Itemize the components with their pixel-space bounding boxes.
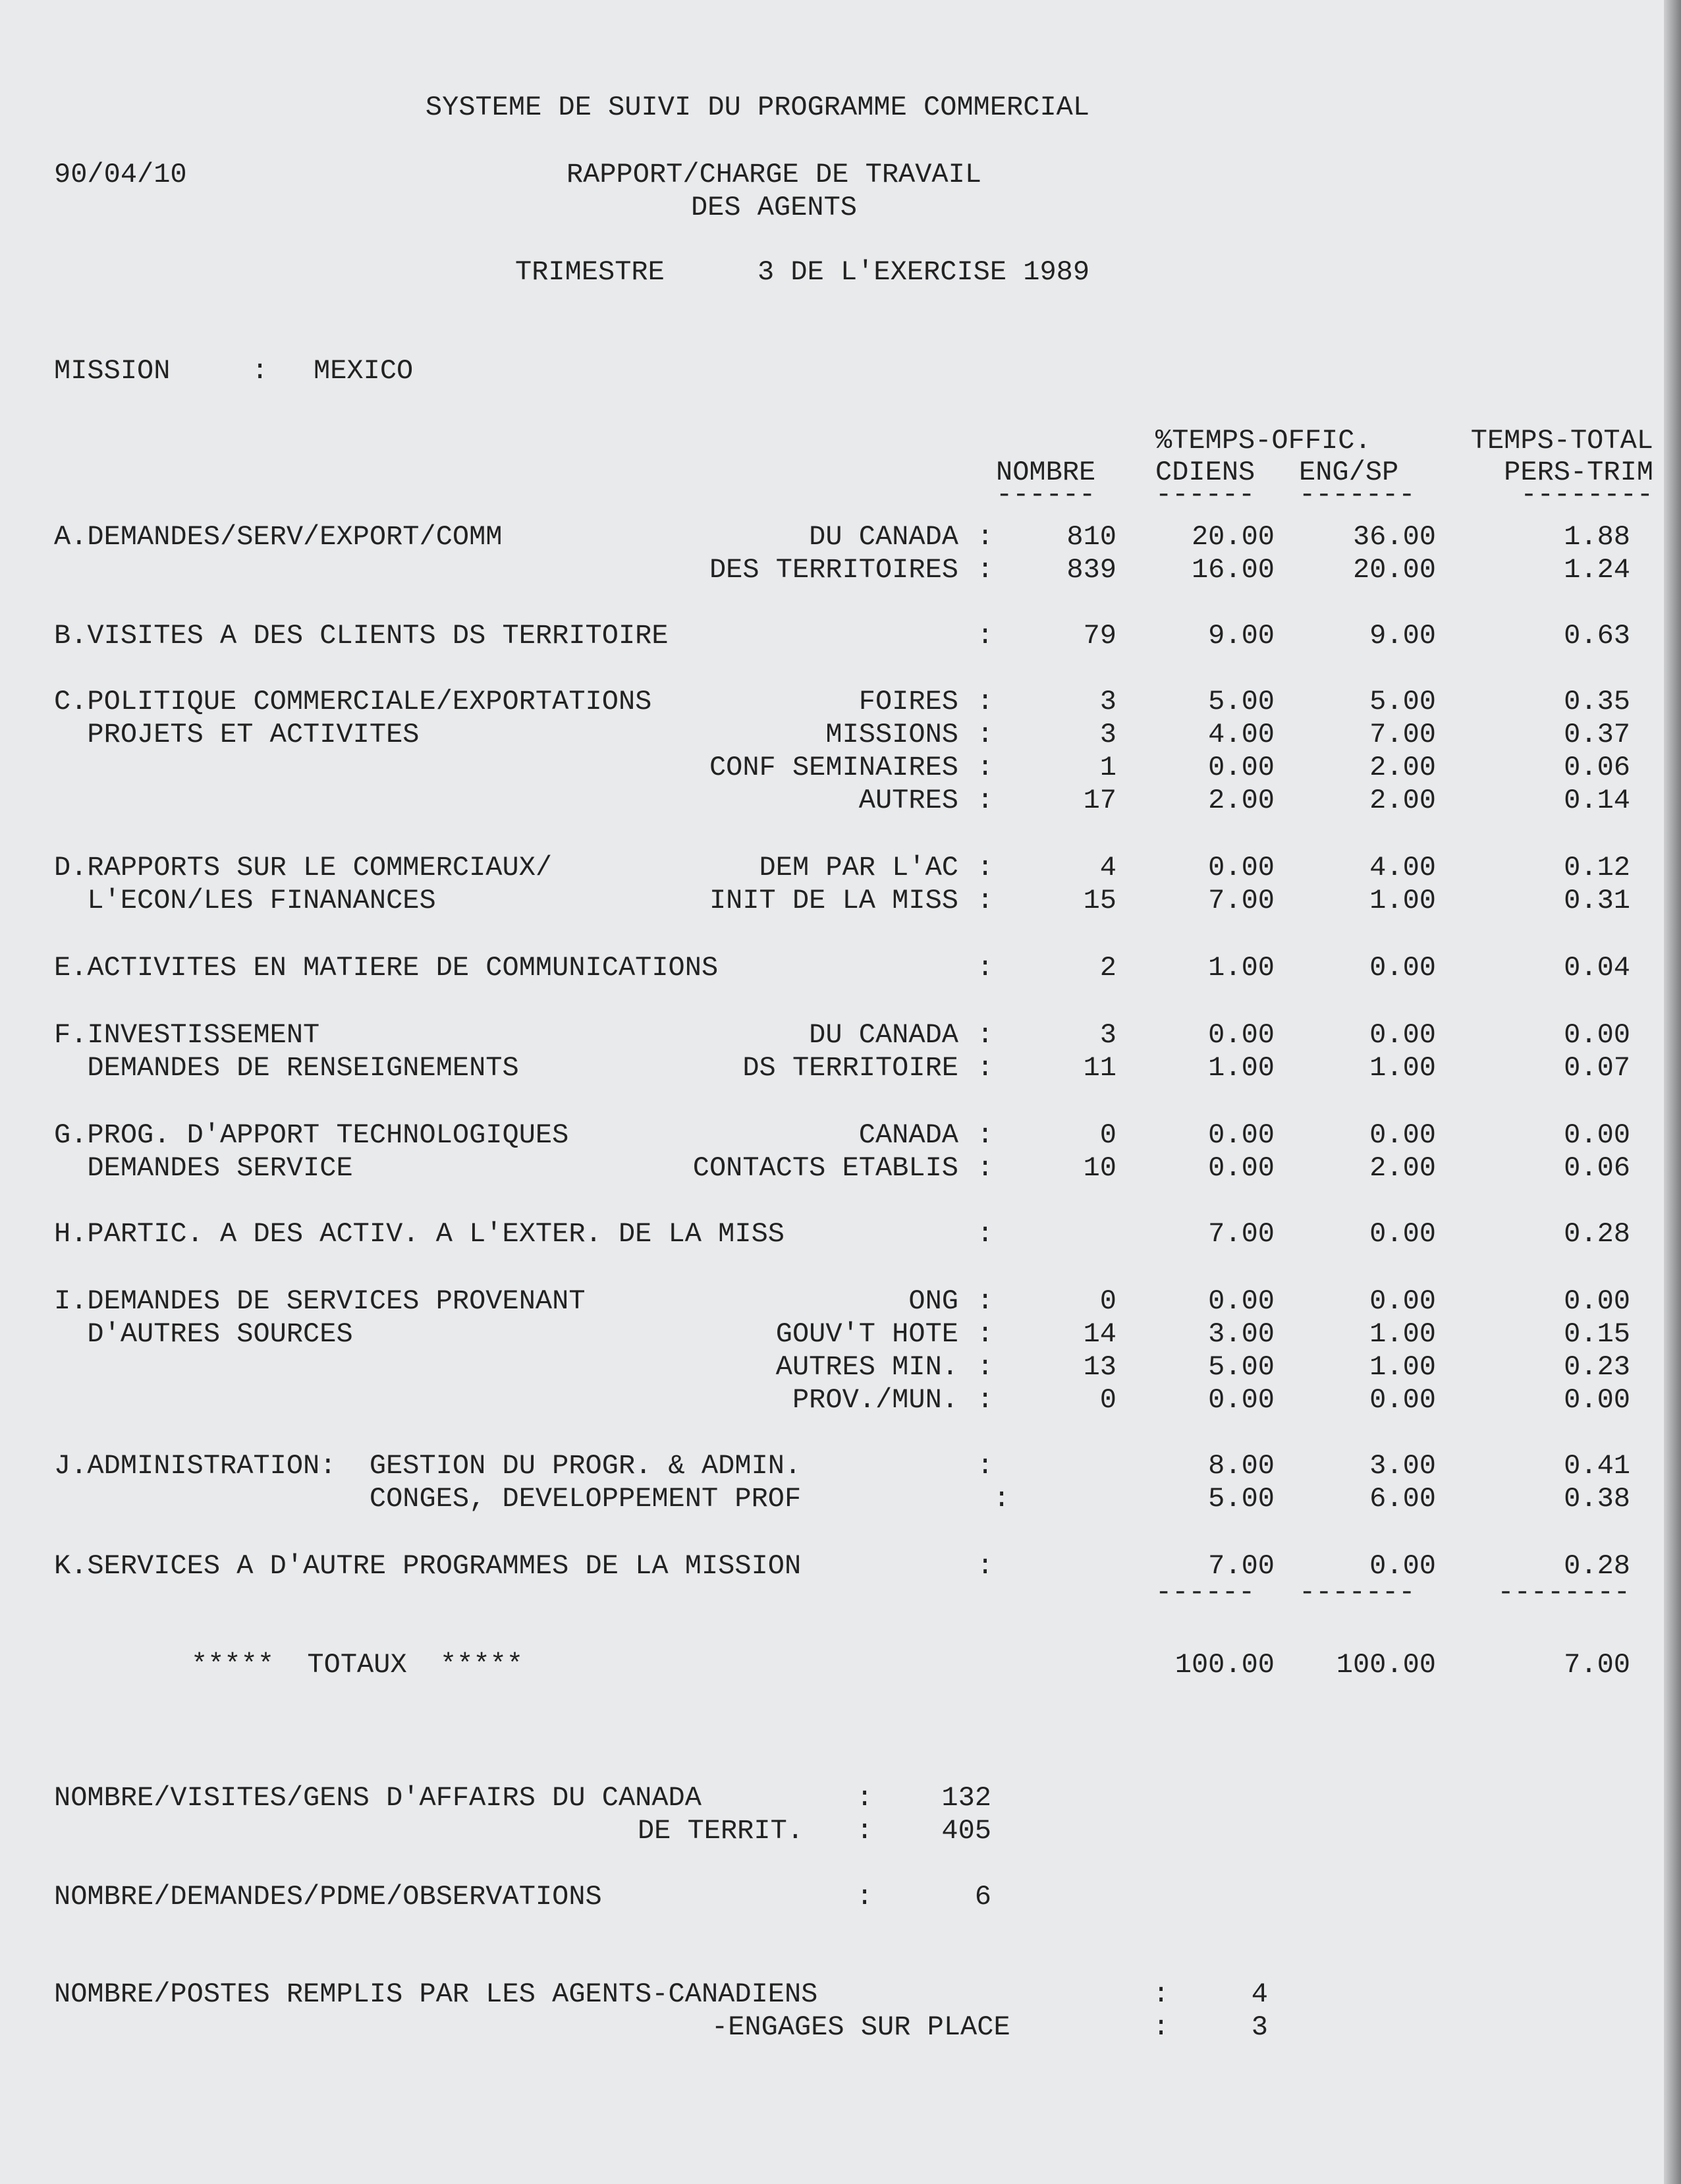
row-d2-cdiens: 7.00: [1208, 885, 1275, 916]
row-i-nombre: 0: [1099, 1285, 1116, 1317]
row-d2-label: L'ECON/LES FINANANCES: [54, 885, 436, 916]
totals-cdiens: 100.00: [1174, 1649, 1275, 1681]
row-i4-sub: PROV./MUN.: [792, 1384, 958, 1416]
row-j2-colon: :: [993, 1483, 1010, 1515]
totals-engsp: 100.00: [1336, 1649, 1436, 1681]
row-e-total: 0.04: [1564, 952, 1630, 984]
row-b-engsp: 9.00: [1369, 620, 1436, 652]
row-g-sub: CANADA: [858, 1119, 958, 1151]
row-f2-total: 0.07: [1564, 1052, 1630, 1084]
row-c2-colon: :: [977, 719, 994, 750]
row-a2-total: 1.24: [1564, 554, 1630, 586]
row-c-total: 0.35: [1564, 686, 1630, 717]
footer-visites-colon: :: [856, 1782, 873, 1814]
footer-demandes-colon: :: [856, 1881, 873, 1913]
footer-engages-label: -ENGAGES SUR PLACE: [711, 2011, 1010, 2043]
page-edge-shadow: [1664, 0, 1681, 2184]
report-date: 90/04/10: [54, 159, 187, 190]
row-c-sub: FOIRES: [858, 686, 958, 717]
mission-label: MISSION: [54, 355, 171, 387]
row-f-colon: :: [977, 1019, 994, 1051]
row-f-engsp: 0.00: [1369, 1019, 1436, 1051]
row-k-total: 0.28: [1564, 1550, 1630, 1582]
row-g-engsp: 0.00: [1369, 1119, 1436, 1151]
row-g-nombre: 0: [1099, 1119, 1116, 1151]
row-a2-sub: DES TERRITOIRES: [709, 554, 958, 586]
row-h-colon: :: [977, 1218, 994, 1250]
row-f-sub: DU CANADA: [809, 1019, 958, 1051]
row-j2-engsp: 6.00: [1369, 1483, 1436, 1515]
row-i3-nombre: 13: [1083, 1351, 1116, 1383]
row-d-total: 0.12: [1564, 852, 1630, 883]
row-g2-colon: :: [977, 1152, 994, 1184]
row-g2-cdiens: 0.00: [1208, 1152, 1275, 1184]
totals-total-underline: --------: [1497, 1577, 1630, 1608]
row-c4-total: 0.14: [1564, 785, 1630, 816]
row-a-nombre: 810: [1066, 521, 1116, 553]
row-g-label: G.PROG. D'APPORT TECHNOLOGIQUES: [54, 1119, 569, 1151]
row-i2-total: 0.15: [1564, 1318, 1630, 1350]
footer-postes-label: NOMBRE/POSTES REMPLIS PAR LES AGENTS-CANADIENS: [54, 1978, 818, 2010]
row-c3-nombre: 1: [1099, 752, 1116, 783]
col-pers-trim: PERS-TRIM: [1504, 457, 1653, 488]
row-d-engsp: 4.00: [1369, 852, 1436, 883]
row-g-total: 0.00: [1564, 1119, 1630, 1151]
row-b-nombre: 79: [1083, 620, 1116, 652]
period-label: TRIMESTRE: [515, 256, 665, 288]
row-h-total: 0.28: [1564, 1218, 1630, 1250]
row-f2-cdiens: 1.00: [1208, 1052, 1275, 1084]
row-f2-label: DEMANDES DE RENSEIGNEMENTS: [54, 1052, 519, 1084]
row-c4-cdiens: 2.00: [1208, 785, 1275, 816]
row-e-engsp: 0.00: [1369, 952, 1436, 984]
row-i-total: 0.00: [1564, 1285, 1630, 1317]
footer-postes-colon: :: [1153, 1978, 1170, 2010]
row-i4-cdiens: 0.00: [1208, 1384, 1275, 1416]
footer-territ-label: DE TERRIT.: [637, 1815, 804, 1847]
row-b-total: 0.63: [1564, 620, 1630, 652]
row-i4-nombre: 0: [1099, 1384, 1116, 1416]
totals-cdiens-underline: ------: [1155, 1577, 1255, 1608]
totals-engsp-underline: -------: [1299, 1577, 1416, 1608]
row-d-label: D.RAPPORTS SUR LE COMMERCIAUX/: [54, 852, 553, 883]
row-j-label: J.ADMINISTRATION: GESTION DU PROGR. & ADMIN.: [54, 1450, 802, 1482]
row-d-colon: :: [977, 852, 994, 883]
mission-value: MEXICO: [314, 355, 414, 387]
row-f-label: F.INVESTISSEMENT: [54, 1019, 320, 1051]
col-group-head: %TEMPS-OFFIC.: [1155, 425, 1371, 457]
col-cdiens-underline: ------: [1155, 479, 1255, 511]
row-e-colon: :: [977, 952, 994, 984]
row-f-nombre: 3: [1099, 1019, 1116, 1051]
row-i-cdiens: 0.00: [1208, 1285, 1275, 1317]
row-i3-engsp: 1.00: [1369, 1351, 1436, 1383]
row-f2-colon: :: [977, 1052, 994, 1084]
row-e-cdiens: 1.00: [1208, 952, 1275, 984]
col-cdiens: CDIENS: [1155, 457, 1255, 488]
row-k-cdiens: 7.00: [1208, 1550, 1275, 1582]
row-d-nombre: 4: [1099, 852, 1116, 883]
row-g-colon: :: [977, 1119, 994, 1151]
row-d-cdiens: 0.00: [1208, 852, 1275, 883]
row-i-engsp: 0.00: [1369, 1285, 1436, 1317]
row-a-engsp: 36.00: [1352, 521, 1436, 553]
row-a-total: 1.88: [1564, 521, 1630, 553]
row-g-cdiens: 0.00: [1208, 1119, 1275, 1151]
row-c-nombre: 3: [1099, 686, 1116, 717]
row-i4-colon: :: [977, 1384, 994, 1416]
row-h-engsp: 0.00: [1369, 1218, 1436, 1250]
row-g2-total: 0.06: [1564, 1152, 1630, 1184]
footer-postes-engages: 3: [1251, 2011, 1268, 2043]
row-c4-sub: AUTRES: [858, 785, 958, 816]
row-b-colon: :: [977, 620, 994, 652]
row-c3-colon: :: [977, 752, 994, 783]
row-c4-colon: :: [977, 785, 994, 816]
row-k-engsp: 0.00: [1369, 1550, 1436, 1582]
row-j-total: 0.41: [1564, 1450, 1630, 1482]
footer-visites-canada: 132: [941, 1782, 991, 1814]
row-c3-total: 0.06: [1564, 752, 1630, 783]
totals-total: 7.00: [1564, 1649, 1630, 1681]
row-j-cdiens: 8.00: [1208, 1450, 1275, 1482]
row-i2-colon: :: [977, 1318, 994, 1350]
row-c-engsp: 5.00: [1369, 686, 1436, 717]
footer-visites-label: NOMBRE/VISITES/GENS D'AFFAIRS DU CANADA: [54, 1782, 702, 1814]
row-i-sub: ONG: [908, 1285, 958, 1317]
col-total-head: TEMPS-TOTAL: [1470, 425, 1653, 457]
report-title-line-1: RAPPORT/CHARGE DE TRAVAIL: [566, 159, 982, 190]
row-j-engsp: 3.00: [1369, 1450, 1436, 1482]
row-f-total: 0.00: [1564, 1019, 1630, 1051]
row-a-colon: :: [977, 521, 994, 553]
row-a2-nombre: 839: [1066, 554, 1116, 586]
row-j2-label: CONGES, DEVELOPPEMENT PROF: [54, 1483, 802, 1515]
row-i2-sub: GOUV'T HOTE: [775, 1318, 958, 1350]
row-c2-total: 0.37: [1564, 719, 1630, 750]
row-b-cdiens: 9.00: [1208, 620, 1275, 652]
mission-separator: :: [252, 355, 269, 387]
totals-label: ***** TOTAUX *****: [191, 1649, 524, 1681]
row-c3-sub: CONF SEMINAIRES: [709, 752, 958, 783]
row-d2-colon: :: [977, 885, 994, 916]
row-f-cdiens: 0.00: [1208, 1019, 1275, 1051]
row-i2-nombre: 14: [1083, 1318, 1116, 1350]
row-i2-label: D'AUTRES SOURCES: [54, 1318, 353, 1350]
row-c4-engsp: 2.00: [1369, 785, 1436, 816]
row-i3-total: 0.23: [1564, 1351, 1630, 1383]
col-engsp-underline: -------: [1299, 479, 1416, 511]
row-k-label: K.SERVICES A D'AUTRE PROGRAMMES DE LA MISSION: [54, 1550, 802, 1582]
system-title: SYSTEME DE SUIVI DU PROGRAMME COMMERCIAL: [425, 92, 1090, 123]
footer-demandes-value: 6: [974, 1881, 991, 1913]
row-i-colon: :: [977, 1285, 994, 1317]
row-c2-nombre: 3: [1099, 719, 1116, 750]
row-f2-engsp: 1.00: [1369, 1052, 1436, 1084]
row-f2-nombre: 11: [1083, 1052, 1116, 1084]
row-c2-sub: MISSIONS: [825, 719, 958, 750]
row-a2-colon: :: [977, 554, 994, 586]
row-g2-sub: CONTACTS ETABLIS: [692, 1152, 958, 1184]
row-c-label: C.POLITIQUE COMMERCIALE/EXPORTATIONS: [54, 686, 652, 717]
footer-territ-colon: :: [856, 1815, 873, 1847]
row-d-sub: DEM PAR L'AC: [759, 852, 958, 883]
report-title-line-2: DES AGENTS: [690, 192, 858, 223]
row-i3-sub: AUTRES MIN.: [775, 1351, 958, 1383]
footer-postes-canadiens: 4: [1251, 1978, 1268, 2010]
row-c4-nombre: 17: [1083, 785, 1116, 816]
row-i-label: I.DEMANDES DE SERVICES PROVENANT: [54, 1285, 586, 1317]
col-nombre: NOMBRE: [996, 457, 1096, 488]
row-a-cdiens: 20.00: [1191, 521, 1275, 553]
row-c2-engsp: 7.00: [1369, 719, 1436, 750]
row-d2-engsp: 1.00: [1369, 885, 1436, 916]
row-h-label: H.PARTIC. A DES ACTIV. A L'EXTER. DE LA MISS: [54, 1218, 785, 1250]
row-a2-engsp: 20.00: [1352, 554, 1436, 586]
row-i3-colon: :: [977, 1351, 994, 1383]
row-c-colon: :: [977, 686, 994, 717]
row-e-nombre: 2: [1099, 952, 1116, 984]
row-i2-cdiens: 3.00: [1208, 1318, 1275, 1350]
row-i3-cdiens: 5.00: [1208, 1351, 1275, 1383]
period-value: 3 DE L'EXERCISE 1989: [758, 256, 1090, 288]
row-j2-cdiens: 5.00: [1208, 1483, 1275, 1515]
row-h-cdiens: 7.00: [1208, 1218, 1275, 1250]
row-b-label: B.VISITES A DES CLIENTS DS TERRITOIRE: [54, 620, 669, 652]
footer-engages-colon: :: [1153, 2011, 1170, 2043]
col-total-underline: --------: [1520, 479, 1653, 511]
row-g2-engsp: 2.00: [1369, 1152, 1436, 1184]
row-c3-cdiens: 0.00: [1208, 752, 1275, 783]
row-e-label: E.ACTIVITES EN MATIERE DE COMMUNICATIONS: [54, 952, 719, 984]
row-c2-label: PROJETS ET ACTIVITES: [54, 719, 420, 750]
footer-visites-territ: 405: [941, 1815, 991, 1847]
row-g2-nombre: 10: [1083, 1152, 1116, 1184]
row-j-colon: :: [977, 1450, 994, 1482]
row-i4-engsp: 0.00: [1369, 1384, 1436, 1416]
row-j2-total: 0.38: [1564, 1483, 1630, 1515]
row-c2-cdiens: 4.00: [1208, 719, 1275, 750]
footer-demandes-label: NOMBRE/DEMANDES/PDME/OBSERVATIONS: [54, 1881, 602, 1913]
row-c-cdiens: 5.00: [1208, 686, 1275, 717]
row-d2-total: 0.31: [1564, 885, 1630, 916]
row-d2-sub: INIT DE LA MISS: [709, 885, 958, 916]
row-d2-nombre: 15: [1083, 885, 1116, 916]
row-c3-engsp: 2.00: [1369, 752, 1436, 783]
row-f2-sub: DS TERRITOIRE: [742, 1052, 958, 1084]
col-engsp: ENG/SP: [1299, 457, 1399, 488]
row-a-label: A.DEMANDES/SERV/EXPORT/COMM: [54, 521, 503, 553]
row-i4-total: 0.00: [1564, 1384, 1630, 1416]
row-k-colon: :: [977, 1550, 994, 1582]
row-a2-cdiens: 16.00: [1191, 554, 1275, 586]
col-nombre-underline: ------: [996, 479, 1096, 511]
row-i2-engsp: 1.00: [1369, 1318, 1436, 1350]
row-a-sub: DU CANADA: [809, 521, 958, 553]
row-g2-label: DEMANDES SERVICE: [54, 1152, 353, 1184]
